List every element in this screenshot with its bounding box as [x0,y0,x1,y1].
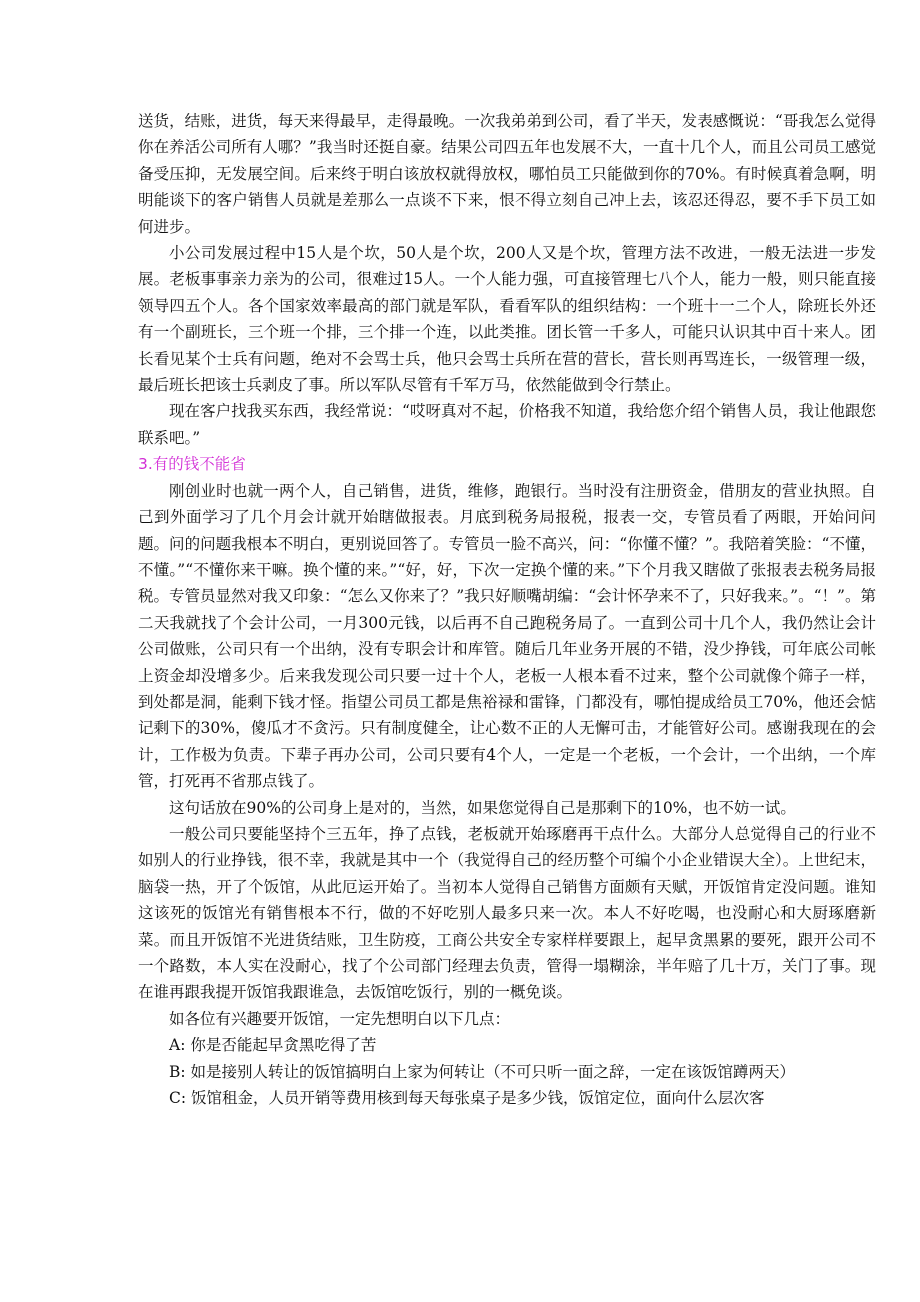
document-body [138,108,876,1111]
paragraph: 如各位有兴趣要开饭馆，一定先想明白以下几点： [169,1009,511,1028]
paragraph: 一般公司只要能坚持个三五年，挣了点钱，老板就开始琢磨再干点什么。大部分人总觉得自己的行业不如别人的行业挣钱，很不幸，我就是其中一个（我觉得自己的经历整个可编个小企业错误大全）。上世纪末，脑袋一热，开了个饭馆，从此厄运开始了。当初本人觉得自己销售方面颇有天赋，开饭馆肯定没问题。谁知这该死的饭馆光有销售根本不行，做的不好吃别人最多只来一次。本人不好吃喝，也没耐心和大厨琢磨新菜。而且开饭馆不光进货结账，卫生防疫，工商公共安全专家样样要跟上，起早贪黑累的要死，跟开公司不一个路数，本人实在没耐心，找了个公司部门经理去负责，管得一塌糊涂，半年赔了几十万，关门了事。现在谁再跟我提开饭馆我跟谁急，去饭馆吃饭行，别的一概免谈。 [138,824,876,1002]
list-item: A: 你是否能起早贪黑吃得了苦 [169,1036,377,1055]
paragraph: 小公司发展过程中15人是个坎，50人是个坎，200人又是个坎，管理方法不改进，一般无法进一步发展。老板事事亲力亲为的公司，很难过15人。一个人能力强，可直接管理七八个人，能力一般，则只能直接领导四五个人。各个国家效率最高的部门就是军队，看看军队的组织结构：一个班十一二个人，除班长外还有一个副班长，三个班一个排，三个排一个连，以此类推。团长管一千多人，可能只认识其中百十来人。团长看见某个士兵有问题，绝对不会骂士兵，他只会骂士兵所在营的营长，营长则再骂连长，一级管理一级，最后班长把该士兵剥皮了事。所以军队尽管有千军万马，依然能做到令行禁止。 [138,244,876,395]
section-heading: 3.有的钱不能省 [138,455,246,474]
paragraph: 这句话放在90%的公司身上是对的，当然，如果您觉得自己是那剩下的10%，也不妨一试。 [169,798,796,817]
paragraph: 刚创业时也就一两个人，自己销售，进货，维修，跑银行。当时没有注册资金，借朋友的营业执照。自己到外面学习了几个月会计就开始瞎做报表。月底到税务局报税，报表一交，专管员看了两眼，开始问问题。问的问题我根本不明白，更别说回答了。专管员一脸不高兴，问：“你懂不懂？”。我陪着笑脸：“不懂，不懂。”“不懂你来干嘛。换个懂的来。”“好，好，下次一定换个懂的来。”下个月我又瞎做了张报表去税务局报税。专管员显然对我又印象：“怎么又你来了？”我只好顺嘴胡编：“会计怀孕来不了，只好我来。”。“！”。第二天我就找了个会计公司，一月300元钱，以后再不自己跑税务局了。一直到公司十几个人，我仍然让会计公司做账，公司只有一个出纳，没有专职会计和库管。随后几年业务开展的不错，没少挣钱，可年底公司帐上资金却没增多少。后来我发现公司只要一过十个人，老板一人根本看不过来，整个公司就像个筛子一样，到处都是洞，能剩下钱才怪。指望公司员工都是焦裕禄和雷锋，门都没有，哪怕提成给员工70%，他还会惦记剩下的30%，傻瓜才不贪污。只有制度健全，让心数不正的人无懈可击，才能管好公司。感谢我现在的会计，工作极为负责。下辈子再办公司，公司只要有4个人，一定是一个老板，一个会计，一个出纳，一个库管，打死再不省那点钱了。 [138,481,876,791]
paragraph: 现在客户找我买东西，我经常说：“哎呀真对不起，价格我不知道，我给您介绍个销售人员，我让他跟您联系吧。” [138,402,876,447]
paragraph: 送货，结账，进货，每天来得最早，走得最晚。一次我弟弟到公司，看了半天，发表感慨说：“哥我怎么觉得你在养活公司所有人哪？”我当时还挺自豪。结果公司四五年也发展不大，一直十几个人，而且公司员工感觉备受压抑，无发展空间。后来终于明白该放权就得放权，哪怕员工只能做到你的70%。有时候真着急啊，明明能谈下的客户销售人员就是差那么一点谈不下来，恨不得立刻自己冲上去，该忍还得忍，要不手下员工如何进步。 [138,112,876,236]
list-item: B: 如是接别人转让的饭馆搞明白上家为何转让（不可只听一面之辞，一定在该饭馆蹲两天） [169,1062,796,1081]
list-item: C: 饭馆租金，人员开销等费用核到每天每张桌子是多少钱，饭馆定位，面向什么层次客 [169,1089,765,1108]
